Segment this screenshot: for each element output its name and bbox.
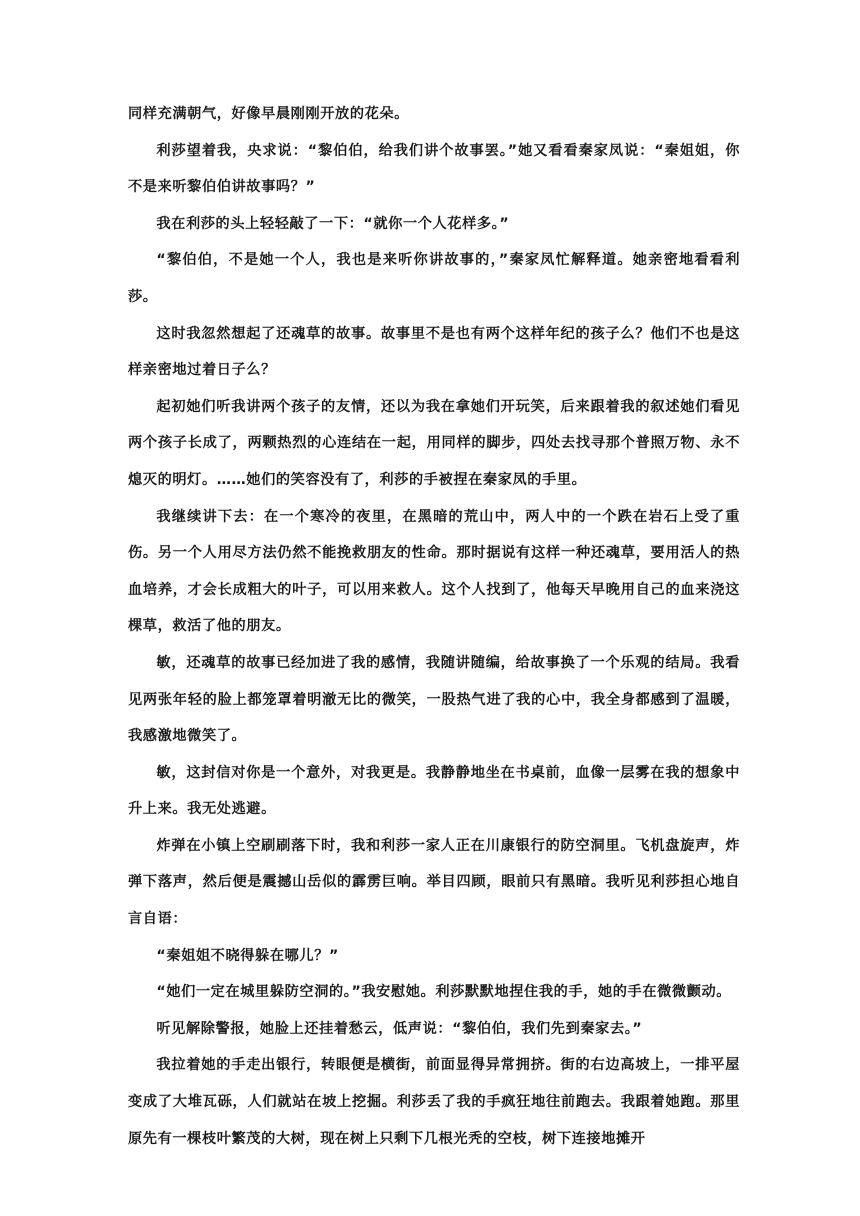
paragraph-8: 敏，还魂草的故事已经加进了我的感情，我随讲随编，给故事换了一个乐观的结局。我看见两张年轻的脸上都笼罩着明澈无比的微笑，一股热气进了我的心中，我全身都感到了温暖，我感激地微笑了。 [128, 654, 740, 745]
paragraph-2: 利莎望着我，央求说：“黎伯伯，给我们讲个故事罢。”她又看看秦家凤说：“秦姐姐，你不是来听黎伯伯讲故事吗？” [128, 142, 740, 196]
paragraph-4: “黎伯伯，不是她一个人，我也是来听你讲故事的，”秦家凤忙解释道。她亲密地看看利莎。 [128, 252, 740, 305]
paragraph-13: 听见解除警报，她脸上还挂着愁云，低声说：“黎伯伯，我们先到秦家去。” [156, 1020, 643, 1037]
paragraph-14: 我拉着她的手走出银行，转眼便是横街，前面显得异常拥挤。街的右边高坡上，一排平屋变成了大堆瓦砾，人们就站在坡上挖掘。利莎丢了我的手疯狂地往前跑去。我跟着她跑。那里原先有一棵枝叶繁茂的大树，现在树上只剩下几根光秃的空枝，树下连接地摊开 [128, 1057, 740, 1147]
paragraph-12: “她们一定在城里躲防空洞的。”我安慰她。利莎默默地捏住我的手，她的手在微微颤动。 [156, 984, 732, 1001]
paragraph-7: 我继续讲下去：在一个寒冷的夜里，在黑暗的荒山中，两人中的一个跌在岩石上受了重伤。另一个人用尽方法仍然不能挽救朋友的性命。那时据说有这样一种还魂草，要用活人的热血培养，才会长成粗大的叶子，可以用来救人。这个人找到了，他每天早晚用自己的血来浇这棵草，救活了他的朋友。 [128, 508, 740, 635]
paragraph-9: 敏，这封信对你是一个意外，对我更是。我静静地坐在书桌前，血像一层雾在我的想象中升上来。我无处逃避。 [128, 764, 740, 818]
paragraph-3: 我在利莎的头上轻轻敲了一下：“就你一个人花样多。” [156, 215, 510, 232]
paragraph-11: “秦姐姐不晓得躲在哪儿？” [156, 947, 339, 964]
paragraph-5: 这时我忽然想起了还魂草的故事。故事里不是也有两个这样年纪的孩子么？他们不也是这样亲密地过着日子么？ [128, 325, 740, 379]
body-text [128, 96, 740, 1157]
paragraph-6: 起初她们听我讲两个孩子的友情，还以为我在拿她们开玩笑，后来跟着我的叙述她们看见两个孩子长成了，两颗热烈的心连结在一起，用同样的脚步，四处去找寻那个普照万物、永不熄灭的明灯。……她们的笑容没有了，利莎的手被捏在秦家凤的手里。 [128, 398, 740, 488]
paragraph-1: 同样充满朝气，好像早晨刚刚开放的花朵。 [128, 106, 409, 122]
paragraph-10: 炸弹在小镇上空刷刷落下时，我和利莎一家人正在川康银行的防空洞里。飞机盘旋声，炸弹下落声，然后便是震撼山岳似的霹雳巨响。举目四顾，眼前只有黑暗。我听见利莎担心地自言自语： [128, 837, 740, 928]
